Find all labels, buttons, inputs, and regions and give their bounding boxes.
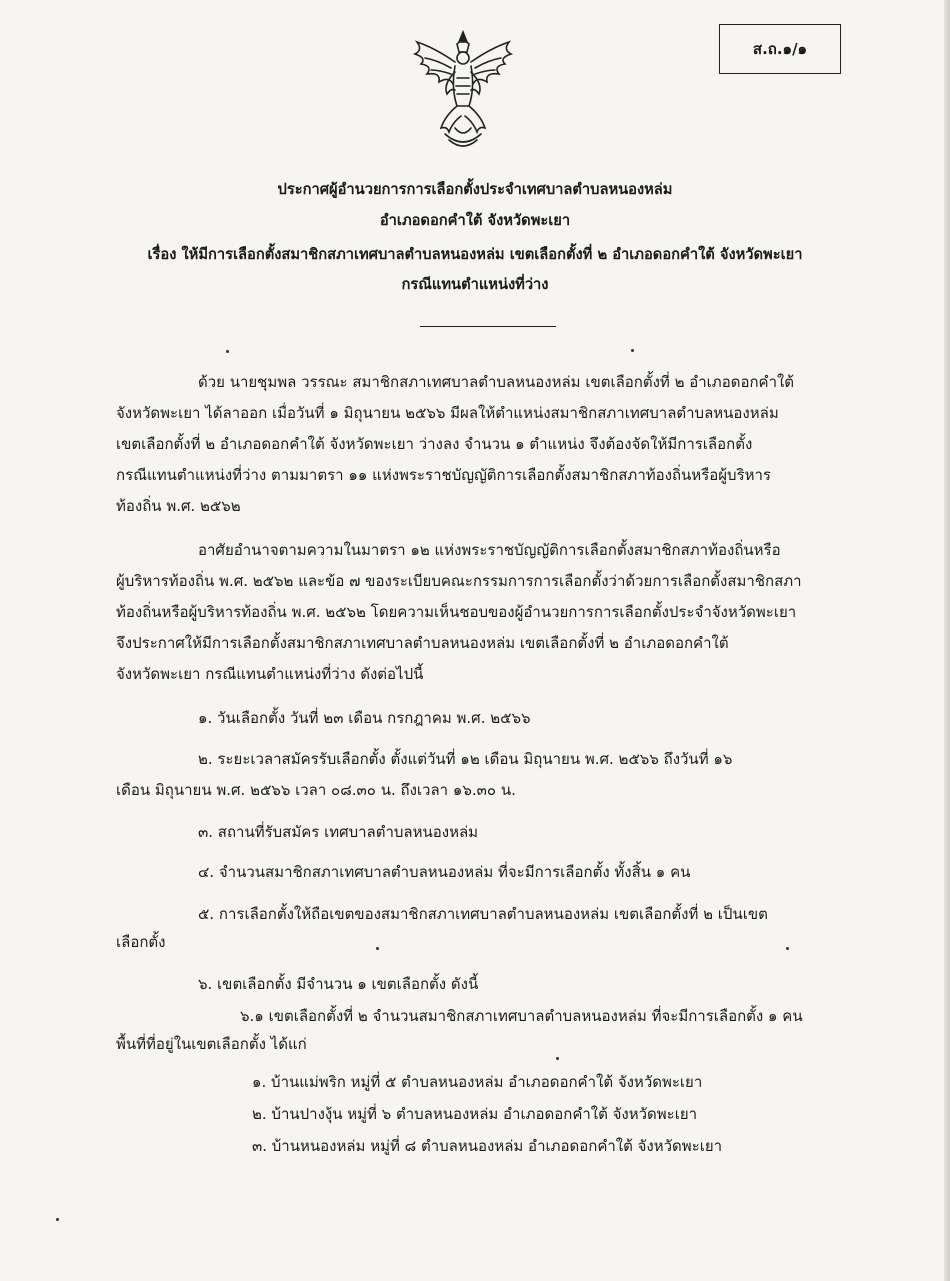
item-application-period-cont: เดือน มิถุนายน พ.ศ. ๒๕๖๖ เวลา ๐๘.๓๐ น. ถึงเวลา ๑๖.๓๐ น.	[116, 781, 516, 799]
garuda-emblem-icon	[405, 28, 521, 154]
title-divider	[420, 326, 556, 327]
paragraph-line: กรณีแทนตำแหน่งที่ว่าง ตามมาตรา ๑๑ แห่งพระราชบัญญัติการเลือกตั้งสมาชิกสภาท้องถิ่นหรือผู้บริหาร	[116, 466, 771, 484]
scan-speck	[376, 947, 379, 950]
paragraph-line: ท้องถิ่น พ.ศ. ๒๕๖๒	[116, 497, 241, 515]
item-member-count: ๔. จำนวนสมาชิกสภาเทศบาลตำบลหนองหล่ม ที่จะมีการเลือกตั้ง ทั้งสิ้น ๑ คน	[198, 863, 691, 881]
paragraph-line: จังหวัดพะเยา กรณีแทนตำแหน่งที่ว่าง ดังต่อไปนี้	[116, 665, 424, 683]
village-item: ๒. บ้านปางงุ้น หมู่ที่ ๖ ตำบลหนองหล่ม อำเภอดอกคำใต้ จังหวัดพะเยา	[252, 1105, 698, 1123]
scan-speck	[56, 1218, 59, 1221]
paragraph-line: อาศัยอำนาจตามความในมาตรา ๑๒ แห่งพระราชบัญญัติการเลือกตั้งสมาชิกสภาท้องถิ่นหรือ	[198, 541, 781, 559]
item-constituency-rule-cont: เลือกตั้ง	[116, 933, 166, 951]
item-constituency-count: ๖. เขตเลือกตั้ง มีจำนวน ๑ เขตเลือกตั้ง ดังนี้	[198, 975, 479, 993]
scan-speck	[631, 349, 634, 352]
announcement-case: กรณีแทนตำแหน่งที่ว่าง	[401, 276, 549, 293]
village-item: ๑. บ้านแม่พริก หมู่ที่ ๕ ตำบลหนองหล่ม อำเภอดอกคำใต้ จังหวัดพะเยา	[252, 1073, 703, 1091]
announcement-title: ประกาศผู้อำนวยการการเลือกตั้งประจำเทศบาลตำบลหนองหล่ม	[277, 181, 673, 198]
item-election-date: ๑. วันเลือกตั้ง วันที่ ๒๓ เดือน กรกฎาคม พ.ศ. ๒๕๖๖	[198, 709, 531, 727]
form-code-box	[719, 24, 841, 74]
paragraph-line: เขตเลือกตั้งที่ ๒ อำเภอดอกคำใต้ จังหวัดพะเยา ว่างลง จำนวน ๑ ตำแหน่ง จึงต้องจัดให้มีการเลือกตั้ง	[116, 435, 753, 453]
item-constituency-detail: ๖.๑ เขตเลือกตั้งที่ ๒ จำนวนสมาชิกสภาเทศบาลตำบลหนองหล่ม ที่จะมีการเลือกตั้ง ๑ คน	[240, 1007, 803, 1025]
item-application-period: ๒. ระยะเวลาสมัครรับเลือกตั้ง ตั้งแต่วันที่ ๑๒ เดือน มิถุนายน พ.ศ. ๒๕๖๖ ถึงวันที่ ๑๖	[198, 750, 733, 768]
paragraph-line: จังหวัดพะเยา ได้ลาออก เมื่อวันที่ ๑ มิถุนายน ๒๕๖๖ มีผลให้ตำแหน่งสมาชิกสภาเทศบาลตำบลหนองหล่ม	[116, 404, 779, 422]
item-application-place: ๓. สถานที่รับสมัคร เทศบาลตำบลหนองหล่ม	[198, 823, 479, 841]
item-constituency-detail-cont: พื้นที่ที่อยู่ในเขตเลือกตั้ง ได้แก่	[116, 1035, 307, 1053]
paragraph-line: ด้วย นายชุมพล วรรณะ สมาชิกสภาเทศบาลตำบลหนองหล่ม เขตเลือกตั้งที่ ๒ อำเภอดอกคำใต้	[198, 373, 795, 391]
village-item: ๓. บ้านหนองหล่ม หมู่ที่ ๘ ตำบลหนองหล่ม อำเภอดอกคำใต้ จังหวัดพะเยา	[252, 1137, 723, 1155]
paragraph-line: ท้องถิ่นหรือผู้บริหารท้องถิ่น พ.ศ. ๒๕๖๒ โดยความเห็นชอบของผู้อำนวยการการเลือกตั้งประจำจังหวัดพะเยา	[116, 603, 797, 621]
form-code: ส.ถ.๑/๑	[752, 40, 808, 58]
scan-speck	[226, 350, 229, 353]
announcement-subject: เรื่อง ให้มีการเลือกตั้งสมาชิกสภาเทศบาลตำบลหนองหล่ม เขตเลือกตั้งที่ ๒ อำเภอดอกคำใต้ จังหวัดพะเยา	[147, 246, 803, 263]
scan-speck	[786, 947, 789, 950]
scan-speck	[556, 1057, 559, 1060]
announcement-district: อำเภอดอกคำใต้ จังหวัดพะเยา	[379, 212, 571, 229]
paragraph-line: จึงประกาศให้มีการเลือกตั้งสมาชิกสภาเทศบาลตำบลหนองหล่ม เขตเลือกตั้งที่ ๒ อำเภอดอกคำใต้	[116, 634, 729, 652]
paragraph-line: ผู้บริหารท้องถิ่น พ.ศ. ๒๕๖๒ และข้อ ๗ ของระเบียบคณะกรรมการการเลือกตั้งว่าด้วยการเลือกตั้งสมาชิกสภา	[116, 572, 802, 590]
item-constituency-rule: ๕. การเลือกตั้งให้ถือเขตของสมาชิกสภาเทศบาลตำบลหนองหล่ม เขตเลือกตั้งที่ ๒ เป็นเขต	[198, 905, 768, 923]
